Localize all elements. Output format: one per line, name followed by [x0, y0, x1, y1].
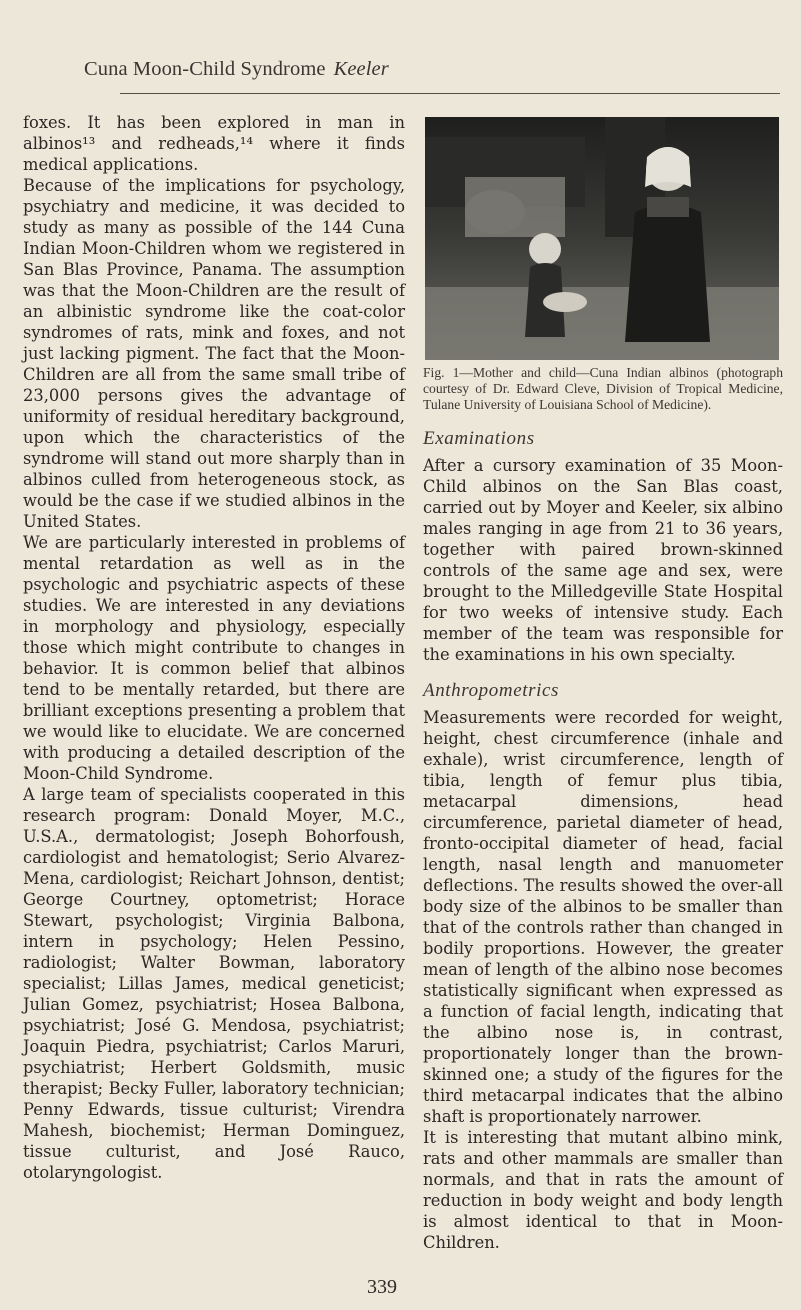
- left-column: [23, 112, 405, 1183]
- examinations-paragraph: After a cursory examination of 35 Moon-Child albinos on the San Blas coast, carried out by Moyer and Keeler, six albino males ranging in age from 21 to 36 years, together with paired brown-skinned controls of the same age and sex, were brought to the Milledgeville State Hospital for two weeks of intensive study. Each member of the team was responsible for the examinations in his own specialty.: [423, 456, 783, 664]
- left-paragraph-2: Because of the implications for psychology, psychiatry and medicine, it was decided to study as many as possible of the 144 Cuna Indian Moon-Children whom we registered in San Blas Province, Panama. The assumption was that the Moon-Children are the result of an albinistic syndrome like the coat-color syndromes of rats, mink and foxes, and not just lacking pigment. The fact that the Moon-Children are all from the same small tribe of 23,000 persons gives the advantage of uniformity of residual hereditary background, upon which the characteristics of the syndrome will stand out more sharply than in albinos culled from heterogeneous stock, as would be the case if we studied albinos in the United States.: [23, 176, 405, 531]
- anthropometrics-heading: Anthropometrics: [423, 680, 560, 701]
- page-number: 339: [367, 1276, 397, 1298]
- anthropometrics-paragraph-2: It is interesting that mutant albino mink, rats and other mammals are smaller than normals, and that in rats the amount of reduction in body weight and body length is almost identical to that in Moon-Children.: [423, 1128, 783, 1252]
- left-paragraph-1: foxes. It has been explored in man in albinos¹³ and redheads,¹⁴ where it finds medical applications.: [23, 113, 405, 174]
- left-paragraph-3: We are particularly interested in problems of mental retardation as well as in the psychologic and psychiatric aspects of these studies. We are interested in any deviations in morphology and physiology, especially those which might contribute to changes in behavior. It is common belief that albinos tend to be mentally retarded, but there are brilliant exceptions presenting a problem that we would like to elucidate. We are concerned with producing a detailed description of the Moon-Child Syndrome.: [23, 533, 405, 783]
- figure-caption: Fig. 1—Mother and child—Cuna Indian albinos (photograph courtesy of Dr. Edward Cleve, Division of Tropical Medicine, Tulane University of Louisiana School of Medicine).: [423, 365, 783, 412]
- figure-photo: [425, 117, 779, 360]
- running-header-title: Cuna Moon-Child Syndrome: [84, 58, 326, 80]
- examinations-heading: Examinations: [423, 428, 535, 449]
- header-rule: [120, 93, 780, 94]
- left-paragraph-4: A large team of specialists cooperated in this research program: Donald Moyer, M.C., U.S.A., dermatologist; Joseph Bohorfoush, cardiologist and hematologist; Serio Alvarez-Mena, cardiologist; Reichart Johnson, dentist; George Courtney, optometrist; Horace Stewart, psychologist; Virginia Balbona, intern in psychology; Helen Pessino, radiologist; Walter Bowman, laboratory specialist; Lillas James, medical geneticist; Julian Gomez, psychiatrist; Hosea Balbona, psychiatrist; José G. Mendosa, psychiatrist; Joaquin Piedra, psychiatrist; Carlos Maruri, psychiatrist; Herbert Goldsmith, music therapist; Becky Fuller, laboratory technician; Penny Edwards, tissue culturist; Virendra Mahesh, biochemist; Herman Dominguez, tissue culturist, and José Rauco, otolaryngologist.: [23, 785, 405, 1182]
- anthropometrics-paragraph-1: Measurements were recorded for weight, height, chest circumference (inhale and exhale), wrist circumference, length of tibia, length of femur plus tibia, metacarpal dimensions, head circumference, parietal diameter of head, fronto-occipital diameter of head, facial length, nasal length and manuometer deflections. The results showed the over-all body size of the albinos to be smaller than that of the controls rather than changed in bodily proportions. However, the greater mean of length of the albino nose becomes statistically significant when expressed as a function of facial length, indicating that the albino nose is, in contrast, proportionately longer than the brown-skinned one; a study of the figures for the third metacarpal indicates that the albino shaft is proportionately narrower.: [423, 708, 783, 1126]
- running-header: [84, 58, 389, 81]
- running-header-author: Keeler: [333, 58, 389, 80]
- right-column: [423, 362, 783, 1253]
